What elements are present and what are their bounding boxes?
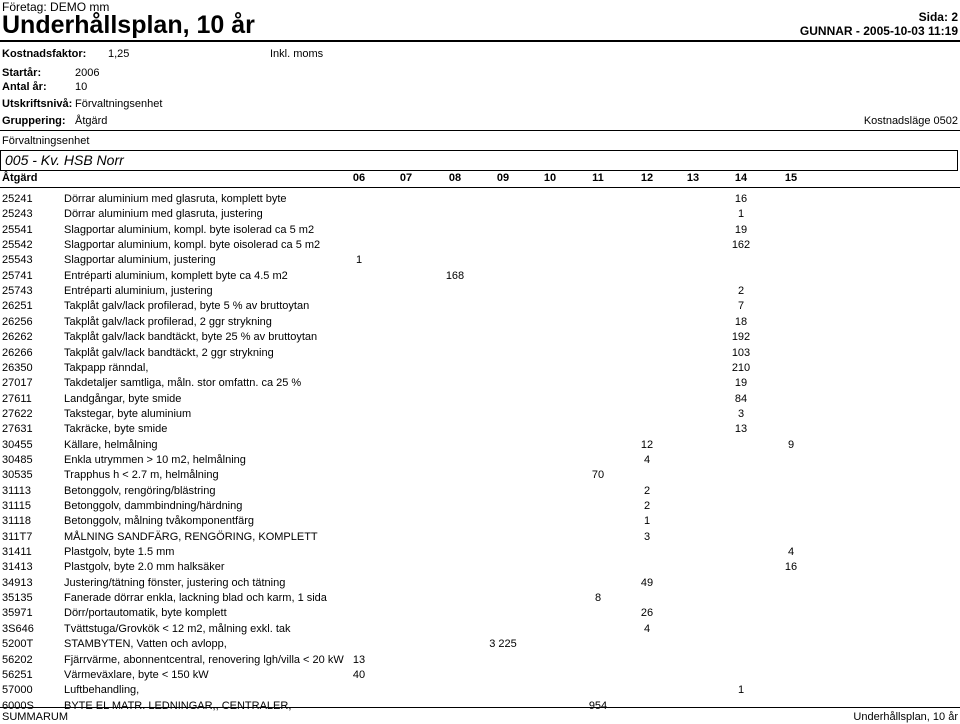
cost-factor-label: Kostnadsfaktor: [2,48,87,60]
footer-left: SUMMARUM [2,711,68,723]
table-row [0,193,960,209]
table-row [0,577,960,593]
year-header-15: 15 [784,172,798,184]
table-row [0,316,960,332]
year-value: 70 [591,469,605,482]
action-code: 25743 [2,285,33,298]
action-description: Betonggolv, dammbindning/härdning [64,500,243,512]
start-year-value: 2006 [75,67,100,79]
action-description: Justering/tätning fönster, justering och tätning [64,576,286,589]
action-description: Dörrar aluminium med glasruta, justering [64,208,263,221]
table-row [0,362,960,378]
year-value: 18 [734,315,748,328]
year-value: 3 225 [489,638,517,651]
print-level-label: Utskriftsnivå: [2,98,73,110]
action-code: 31115 [2,500,31,512]
action-description: Entréparti aluminium, justering [64,285,213,298]
table-row [0,531,960,547]
year-value: 4 [787,546,795,559]
num-years-label: Antal år: [2,81,47,93]
action-description: Takräcke, byte smide [64,423,168,436]
action-description: Plastgolv, byte 2.0 mm halksäker [64,561,225,574]
action-description: Tvättstuga/Grovkök < 12 m2, målning exkl. tak [64,622,291,635]
params-rule [0,130,960,131]
action-code: 25543 [2,254,33,267]
year-value: 13 [734,423,748,436]
action-code: 27631 [2,423,33,436]
num-years-value: 10 [75,81,88,93]
year-value: 9 [787,438,795,451]
action-code: 35135 [2,592,33,605]
grouping-label: Gruppering: [2,115,66,127]
action-description: Takdetaljer samtliga, måln. stor omfattn. ca 25 % [64,377,302,390]
action-description: Dörrar aluminium med glasruta, komplett byte [64,193,287,205]
table-row [0,254,960,270]
table-row [0,439,960,455]
year-value: 168 [445,269,465,282]
action-description: MÅLNING SANDFÄRG, RENGÖRING, KOMPLETT [64,530,318,543]
action-code: 26251 [2,300,33,313]
table-row [0,469,960,485]
action-description: Slagportar aluminium, kompl. byte oisolerad ca 5 m2 [64,239,321,252]
action-header: Åtgärd [2,172,38,184]
action-description: Slagportar aluminium, kompl. byte isolerad ca 5 m2 [64,223,315,236]
action-description: Luftbehandling, [64,684,140,697]
action-description: Takplåt galv/lack profilerad, 2 ggr strykning [64,315,272,328]
action-code: 31413 [2,561,33,574]
table-row [0,515,960,531]
table-row [0,654,960,670]
action-code: 3S646 [2,622,34,635]
action-code: 25741 [2,269,33,282]
year-value: 19 [734,223,748,236]
year-value: 103 [731,346,751,359]
year-header-13: 13 [686,172,700,184]
year-header-10: 10 [543,172,557,184]
vat-note: Inkl. moms [270,48,324,60]
table-row [0,224,960,240]
action-description: Entréparti aluminium, komplett byte ca 4.5 m2 [64,269,288,282]
action-description: Betonggolv, rengöring/blästring [64,484,216,497]
action-code: 25243 [2,208,33,221]
year-value: 3 [643,530,651,543]
table-row [0,669,960,685]
table-row [0,561,960,577]
action-description: Takplåt galv/lack bandtäckt, byte 25 % av bruttoytan [64,331,318,344]
action-code: 6000S [2,699,34,712]
action-code: 31118 [2,515,31,528]
action-description: Trapphus h < 2.7 m, helmålning [64,469,219,482]
page-number: Sida: 2 [918,10,958,24]
year-value: 3 [737,407,745,420]
table-row [0,546,960,562]
table-row [0,270,960,286]
year-value: 210 [731,361,751,374]
action-code: 31113 [2,484,31,497]
table-row [0,208,960,224]
year-value: 4 [643,453,651,466]
action-description: Takstegar, byte aluminium [64,407,192,420]
year-value: 2 [737,285,745,298]
table-row [0,285,960,301]
action-code: 26262 [2,331,33,344]
year-value: 2 [643,484,651,497]
action-description: BYTE EL MATR. LEDNINGAR,, CENTRALER, [64,699,292,712]
table-row [0,684,960,700]
table-row [0,331,960,347]
action-description: Källare, helmålning [64,438,158,451]
table-row [0,592,960,608]
footer-right: Underhållsplan, 10 år [853,711,958,723]
year-value: 19 [734,377,748,390]
action-code: 30535 [2,469,33,482]
action-code: 5200T [2,638,34,651]
action-code: 57000 [2,684,33,697]
action-description: Takplåt galv/lack profilerad, byte 5 % av bruttoytan [64,300,310,313]
action-code: 26256 [2,315,33,328]
action-description: Dörr/portautomatik, byte komplett [64,607,227,620]
action-description: Landgångar, byte smide [64,392,182,405]
company-name: Företag: DEMO mm [2,0,110,14]
start-year-label: Startår: [2,67,42,79]
year-header-08: 08 [448,172,462,184]
action-description: STAMBYTEN, Vatten och avlopp, [64,638,227,651]
year-value: 12 [640,438,654,451]
action-description: Takplåt galv/lack bandtäckt, 2 ggr strykning [64,346,274,359]
grouping-value: Åtgärd [75,115,108,127]
action-code: 56202 [2,653,33,666]
year-value: 954 [588,699,608,712]
year-value: 2 [643,500,651,512]
year-header-14: 14 [734,172,748,184]
table-row [0,423,960,439]
action-code: 34913 [2,576,33,589]
year-header-11: 11 [592,172,604,184]
report-title: Underhållsplan, 10 år [2,11,255,39]
unit-box [0,150,958,171]
action-code: 25541 [2,223,33,236]
year-value: 8 [594,592,602,605]
table-row [0,607,960,623]
year-header-12: 12 [640,172,654,184]
year-header-09: 09 [496,172,510,184]
action-code: 26350 [2,361,33,374]
action-code: 27622 [2,407,33,420]
year-value: 1 [643,515,651,528]
year-value: 13 [352,653,366,666]
cost-factor-value: 1,25 [108,48,130,60]
action-description: Takpapp ränndal, [64,361,149,374]
action-code: 25542 [2,239,33,252]
action-description: Enkla utrymmen > 10 m2, helmålning [64,453,246,466]
footer-rule [0,707,960,708]
year-value: 84 [734,392,748,405]
action-code: 311T7 [2,530,33,543]
action-description: Fjärrvärme, abonnentcentral, renovering lgh/villa < 20 kW [64,653,344,666]
action-description: Plastgolv, byte 1.5 mm [64,546,175,559]
year-value: 26 [640,607,654,620]
table-row [0,239,960,255]
action-code: 35971 [2,607,33,620]
action-code: 31411 [2,546,32,559]
table-header-rule [0,187,960,188]
table-row [0,408,960,424]
action-code: 27611 [2,392,32,405]
action-code: 30485 [2,453,33,466]
year-value: 1 [355,254,363,267]
table-row [0,377,960,393]
action-description: Värmeväxlare, byte < 150 kW [64,668,209,681]
cost-position: Kostnadsläge 0502 [863,115,958,127]
header-rule [0,40,960,42]
action-code: 56251 [2,668,33,681]
table-row [0,300,960,316]
year-value: 49 [640,576,654,589]
table-row [0,393,960,409]
unit-label: Förvaltningsenhet [2,135,90,147]
action-description: Fanerade dörrar enkla, lackning blad och karm, 1 sida [64,592,327,605]
year-header-06: 06 [352,172,366,184]
year-header-07: 07 [399,172,413,184]
action-description: Slagportar aluminium, justering [64,254,216,267]
table-row [0,347,960,363]
print-level-value: Förvaltningsenhet [75,98,163,110]
action-code: 30455 [2,438,33,451]
table-row [0,500,960,516]
action-description: Betonggolv, målning tvåkomponentfärg [64,515,254,528]
table-row [0,485,960,501]
unit-name: 005 - Kv. HSB Norr [5,152,124,168]
year-value: 40 [352,668,366,681]
year-value: 1 [737,208,745,221]
action-code: 25241 [2,193,33,205]
user-date: GUNNAR - 2005-10-03 11:19 [799,24,958,38]
action-code: 27017 [2,377,33,390]
year-value: 7 [737,300,745,313]
year-value: 16 [784,561,798,574]
year-value: 4 [643,622,651,635]
table-row [0,454,960,470]
table-row [0,623,960,639]
action-code: 26266 [2,346,33,359]
year-value: 16 [734,193,748,205]
year-value: 1 [737,684,745,697]
year-value: 192 [731,331,751,344]
table-row [0,638,960,654]
year-value: 162 [731,239,751,252]
